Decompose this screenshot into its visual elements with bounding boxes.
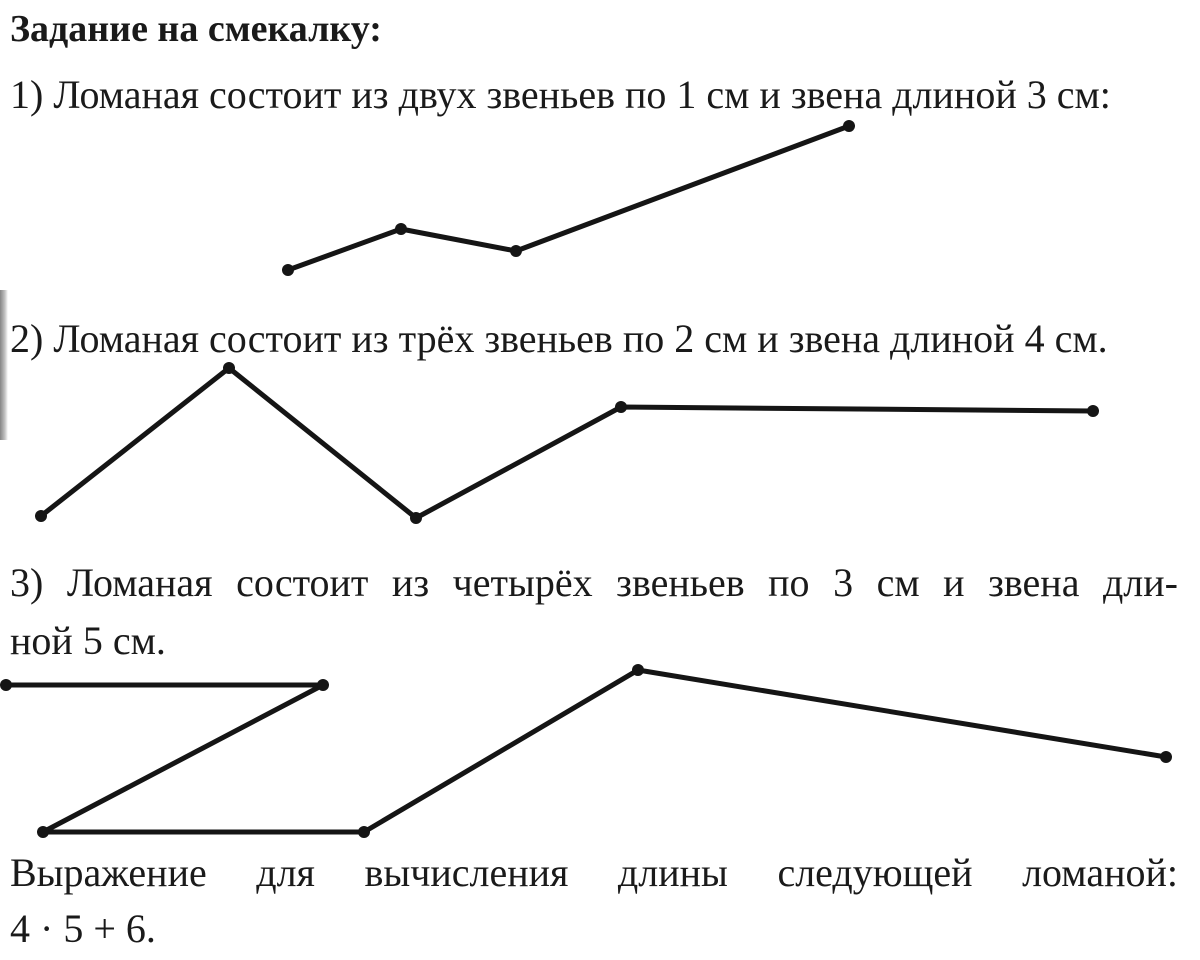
polyline-2-vertex <box>35 510 47 522</box>
polyline-3-vertex <box>358 826 370 838</box>
polyline-1-vertex <box>282 264 294 276</box>
polyline-1-vertex <box>395 223 407 235</box>
polyline-2-vertex <box>1087 405 1099 417</box>
polyline-1-vertex <box>843 120 855 132</box>
polyline-3-vertex <box>37 826 49 838</box>
task-heading: Задание на смекалку: <box>10 8 382 50</box>
task-4-text-line-1: Выражение для вычисления длины следующей ломаной: <box>10 850 1178 895</box>
polyline-2 <box>35 362 1099 524</box>
polyline-2-vertex <box>410 512 422 524</box>
polyline-3-vertex <box>317 679 329 691</box>
task-1-text: 1) Ломаная состоит из двух звеньев по 1 см и звена длиной 3 см: <box>10 72 1111 117</box>
polyline-3-vertex <box>1160 751 1172 763</box>
polyline-2-vertex <box>223 362 235 374</box>
polyline-1-vertex <box>510 245 522 257</box>
polyline-3-vertex <box>632 664 644 676</box>
task-4-expression: 4 · 5 + 6. <box>10 906 156 951</box>
task-3-text-line-2: ной 5 см. <box>10 618 166 663</box>
polyline-2-vertex <box>615 401 627 413</box>
task-3-text-line-1: 3) Ломаная состоит из четырёх звеньев по 3 см и звена дли- <box>10 560 1178 605</box>
polyline-3 <box>0 664 1172 838</box>
polyline-1 <box>282 120 855 276</box>
scan-edge-shadow <box>0 290 8 440</box>
task-2-text: 2) Ломаная состоит из трёх звеньев по 2 см и звена длиной 4 см. <box>10 316 1108 361</box>
polyline-3-vertex <box>0 679 12 691</box>
